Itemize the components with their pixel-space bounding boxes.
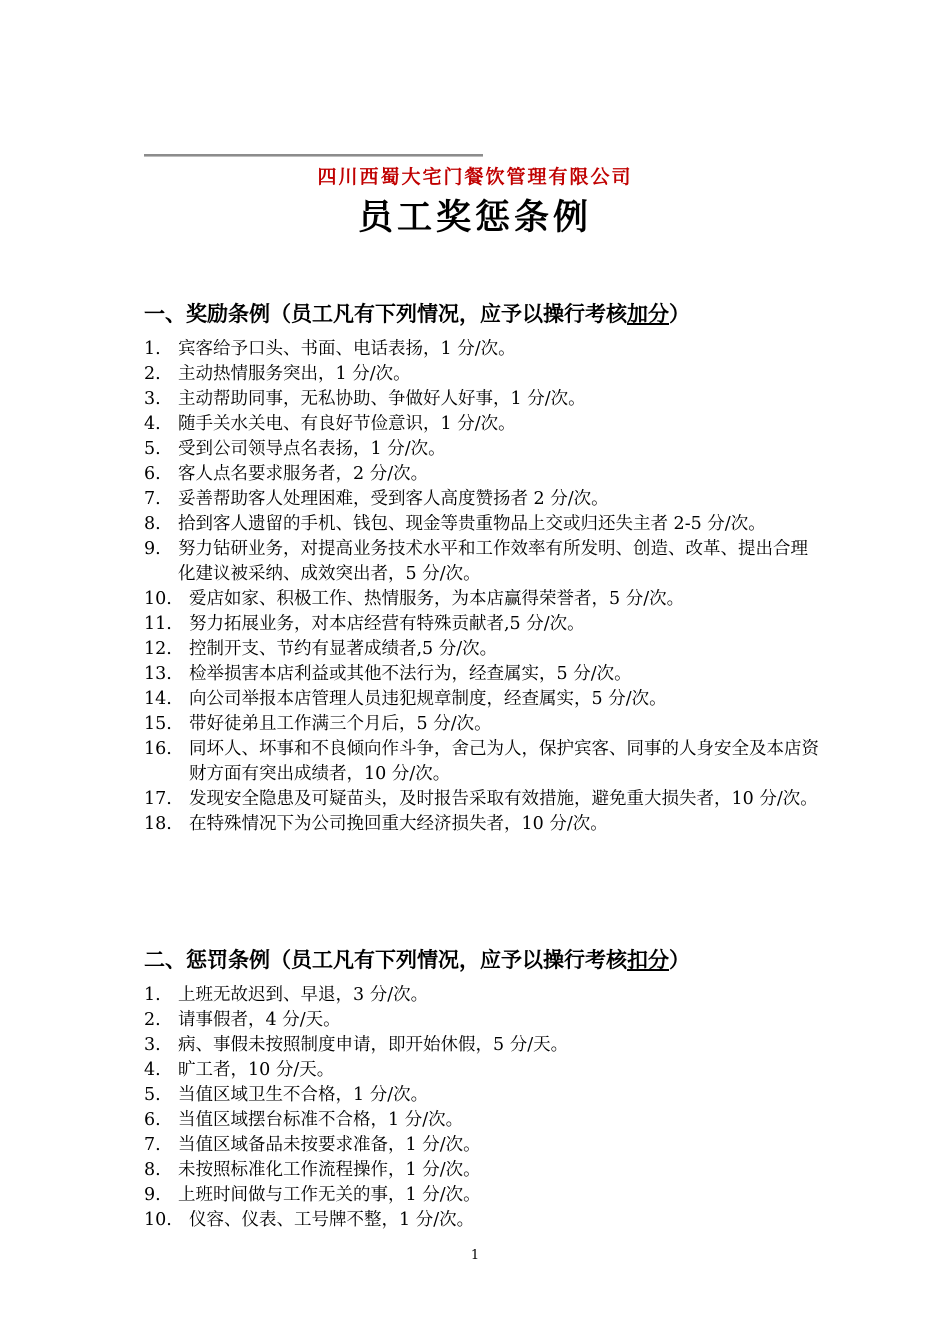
heading-text: 二、惩罚条例（员工凡有下列情况，应予以操行考核 [144, 948, 627, 972]
item-number: 1. [144, 985, 161, 1005]
document-title: 员工奖惩条例 [357, 198, 592, 238]
item-number: 9. [144, 1185, 161, 1205]
heading-emphasis: 扣分 [627, 948, 669, 972]
item-number: 2. [144, 364, 161, 384]
list-item [144, 337, 824, 362]
item-text: 当值区域摆台标准不合格，1 分/次。 [178, 1110, 464, 1130]
item-text: 客人点名要求服务者，2 分/次。 [178, 464, 429, 484]
list-item [144, 1058, 824, 1083]
list-item [144, 812, 824, 837]
item-number: 14. [144, 689, 172, 709]
item-text: 当值区域卫生不合格，1 分/次。 [178, 1085, 429, 1105]
list-item [144, 487, 824, 512]
item-number: 11. [144, 614, 172, 634]
list-item [144, 387, 824, 412]
list-item [144, 1108, 824, 1133]
item-number: 3. [144, 1035, 161, 1055]
item-text: 受到公司领导点名表扬，1 分/次。 [178, 439, 446, 459]
item-text: 努力拓展业务，对本店经营有特殊贡献者,5 分/次。 [189, 614, 585, 634]
list-item [144, 1158, 824, 1183]
item-text: 主动热情服务突出，1 分/次。 [178, 364, 411, 384]
item-number: 17. [144, 789, 172, 809]
penalties-list [144, 983, 824, 1233]
item-number: 13. [144, 664, 172, 684]
item-text: 同坏人、坏事和不良倾向作斗争，舍己为人，保护宾客、同事的人身安全及本店资财方面有突出成绩者，10 分/次。 [189, 739, 819, 784]
item-number: 9. [144, 539, 161, 559]
item-number: 6. [144, 464, 161, 484]
item-text: 在特殊情况下为公司挽回重大经济损失者，10 分/次。 [189, 814, 608, 834]
list-item [144, 1033, 824, 1058]
item-text: 宾客给予口头、书面、电话表扬，1 分/次。 [178, 339, 516, 359]
list-item [144, 687, 824, 712]
item-number: 16. [144, 739, 172, 759]
item-text: 检举损害本店利益或其他不法行为，经查属实，5 分/次。 [189, 664, 632, 684]
item-number: 2. [144, 1010, 161, 1030]
header-rule [144, 154, 483, 157]
heading-emphasis: 加分 [627, 302, 669, 326]
item-number: 12. [144, 639, 172, 659]
item-text: 未按照标准化工作流程操作，1 分/次。 [178, 1160, 481, 1180]
section-heading-rewards [144, 298, 690, 328]
item-text: 拾到客人遗留的手机、钱包、现金等贵重物品上交或归还失主者 2-5 分/次。 [178, 514, 766, 534]
item-number: 4. [144, 1060, 161, 1080]
item-text: 爱店如家、积极工作、热情服务，为本店赢得荣誉者，5 分/次。 [189, 589, 685, 609]
item-text: 上班无故迟到、早退，3 分/次。 [178, 985, 429, 1005]
item-text: 向公司举报本店管理人员违犯规章制度，经查属实，5 分/次。 [189, 689, 667, 709]
item-text: 发现安全隐患及可疑苗头，及时报告采取有效措施，避免重大损失者，10 分/次。 [189, 789, 818, 809]
item-number: 7. [144, 489, 161, 509]
list-item [144, 787, 824, 812]
list-item [144, 462, 824, 487]
list-item [144, 1183, 824, 1208]
list-item [144, 412, 824, 437]
item-number: 10. [144, 1210, 172, 1230]
item-text: 随手关水关电、有良好节俭意识，1 分/次。 [178, 414, 516, 434]
item-number: 8. [144, 1160, 161, 1180]
list-item [144, 612, 824, 637]
item-text: 控制开支、节约有显著成绩者,5 分/次。 [189, 639, 498, 659]
item-text: 上班时间做与工作无关的事，1 分/次。 [178, 1185, 481, 1205]
item-text: 努力钻研业务，对提高业务技术水平和工作效率有所发明、创造、改革、提出合理化建议被采纳、成效突出者，5 分/次。 [178, 539, 808, 584]
list-item [144, 737, 824, 787]
heading-suffix: ） [669, 948, 690, 972]
list-item [144, 587, 824, 612]
item-number: 1. [144, 339, 161, 359]
item-text: 带好徒弟且工作满三个月后，5 分/次。 [189, 714, 492, 734]
item-number: 5. [144, 1085, 161, 1105]
item-number: 7. [144, 1135, 161, 1155]
list-item [144, 983, 824, 1008]
item-number: 5. [144, 439, 161, 459]
list-item [144, 712, 824, 737]
section-heading-penalties [144, 944, 690, 974]
item-number: 6. [144, 1110, 161, 1130]
item-number: 15. [144, 714, 172, 734]
list-item [144, 537, 824, 587]
list-item [144, 1133, 824, 1158]
list-item [144, 1208, 824, 1233]
item-text: 当值区域备品未按要求准备，1 分/次。 [178, 1135, 481, 1155]
item-text: 妥善帮助客人处理困难，受到客人高度赞扬者 2 分/次。 [178, 489, 609, 509]
list-item [144, 437, 824, 462]
item-number: 4. [144, 414, 161, 434]
page-number: 1 [470, 1248, 480, 1263]
list-item [144, 362, 824, 387]
item-number: 8. [144, 514, 161, 534]
item-text: 旷工者，10 分/天。 [178, 1060, 335, 1080]
heading-text: 一、奖励条例（员工凡有下列情况，应予以操行考核 [144, 302, 627, 326]
item-text: 仪容、仪表、工号牌不整，1 分/次。 [189, 1210, 475, 1230]
item-number: 3. [144, 389, 161, 409]
list-item [144, 512, 824, 537]
list-item [144, 662, 824, 687]
list-item [144, 1083, 824, 1108]
rewards-list [144, 337, 824, 837]
item-text: 主动帮助同事，无私协助、争做好人好事，1 分/次。 [178, 389, 586, 409]
heading-suffix: ） [669, 302, 690, 326]
item-text: 请事假者，4 分/天。 [178, 1010, 341, 1030]
item-text: 病、事假未按照制度申请，即开始休假，5 分/天。 [178, 1035, 569, 1055]
list-item [144, 637, 824, 662]
company-name: 四川西蜀大宅门餐饮管理有限公司 [317, 166, 633, 188]
list-item [144, 1008, 824, 1033]
item-number: 18. [144, 814, 172, 834]
item-number: 10. [144, 589, 172, 609]
